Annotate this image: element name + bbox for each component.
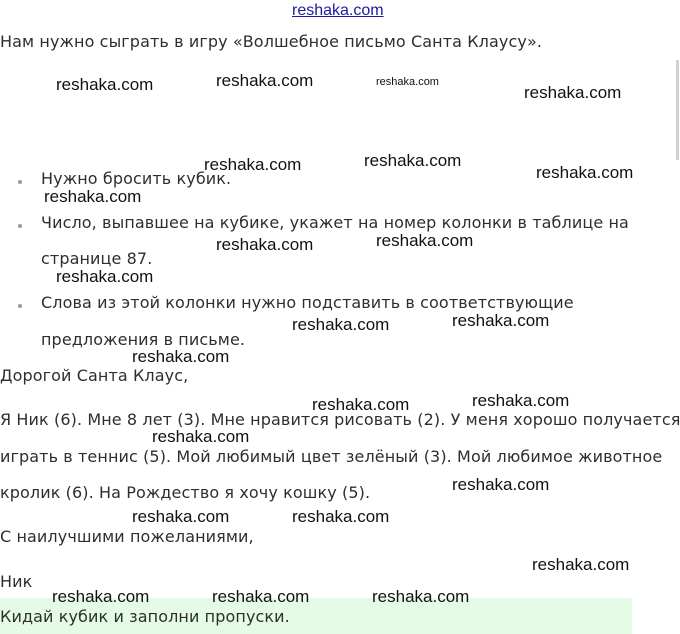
- watermark: reshaka.com: [132, 347, 230, 366]
- watermark: reshaka.com: [524, 83, 622, 102]
- watermark: reshaka.com: [472, 391, 570, 410]
- watermark: reshaka.com: [532, 555, 630, 574]
- watermark: reshaka.com: [536, 163, 634, 182]
- watermark: reshaka.com: [312, 395, 410, 414]
- letter-line-2: играть в теннис (5). Мой любимый цвет зелёный (3). Мой любимое животное: [0, 447, 663, 466]
- watermark: reshaka.com: [452, 311, 550, 330]
- intro-text: Нам нужно сыграть в игру «Волшебное письмо Санта Клаусу».: [0, 32, 543, 51]
- bullet-item-1: Нужно бросить кубик.: [41, 169, 232, 188]
- letter-line-3: кролик (6). На Рождество я хочу кошку (5).: [0, 483, 371, 502]
- task-text: Кидай кубик и заполни пропуски.: [0, 607, 290, 626]
- watermark: reshaka.com: [152, 427, 250, 446]
- watermark: reshaka.com: [216, 235, 314, 254]
- bullet-item-2: Число, выпавшее на кубике, укажет на номер колонки в таблице на: [41, 213, 629, 232]
- watermark: reshaka.com: [44, 187, 142, 206]
- watermark: reshaka.com: [56, 75, 154, 94]
- scrollbar[interactable]: [676, 60, 679, 160]
- watermark: reshaka.com: [292, 507, 390, 526]
- bullet-item-2-cont: странице 87.: [41, 249, 153, 268]
- letter-signature: Ник: [0, 572, 33, 591]
- letter-line-1: Я Ник (6). Мне 8 лет (3). Мне нравится рисовать (2). У меня хорошо получается: [0, 410, 680, 429]
- watermark: reshaka.com: [372, 587, 470, 606]
- letter-greeting: Дорогой Санта Клаус,: [0, 366, 189, 385]
- watermark: reshaka.com: [376, 231, 474, 250]
- watermark: reshaka.com: [452, 475, 550, 494]
- watermark: reshaka.com: [204, 155, 302, 174]
- watermark: reshaka.com: [132, 507, 230, 526]
- bullet-dot: [18, 180, 22, 184]
- watermark: reshaka.com: [292, 315, 390, 334]
- bullet-dot: [18, 304, 22, 308]
- letter-closing: С наилучшими пожеланиями,: [0, 527, 254, 546]
- watermark: reshaka.com: [364, 151, 462, 170]
- bullet-dot: [18, 224, 22, 228]
- watermark-top-link[interactable]: reshaka.com: [292, 2, 384, 19]
- watermark: reshaka.com: [212, 587, 310, 606]
- watermark: reshaka.com: [216, 71, 314, 90]
- bullet-item-3: Слова из этой колонки нужно подставить в соответствующие: [41, 293, 574, 312]
- watermark: reshaka.com: [52, 587, 150, 606]
- bullet-item-3-cont: предложения в письме.: [41, 330, 246, 349]
- watermark: reshaka.com: [56, 267, 154, 286]
- watermark: reshaka.com: [376, 76, 439, 88]
